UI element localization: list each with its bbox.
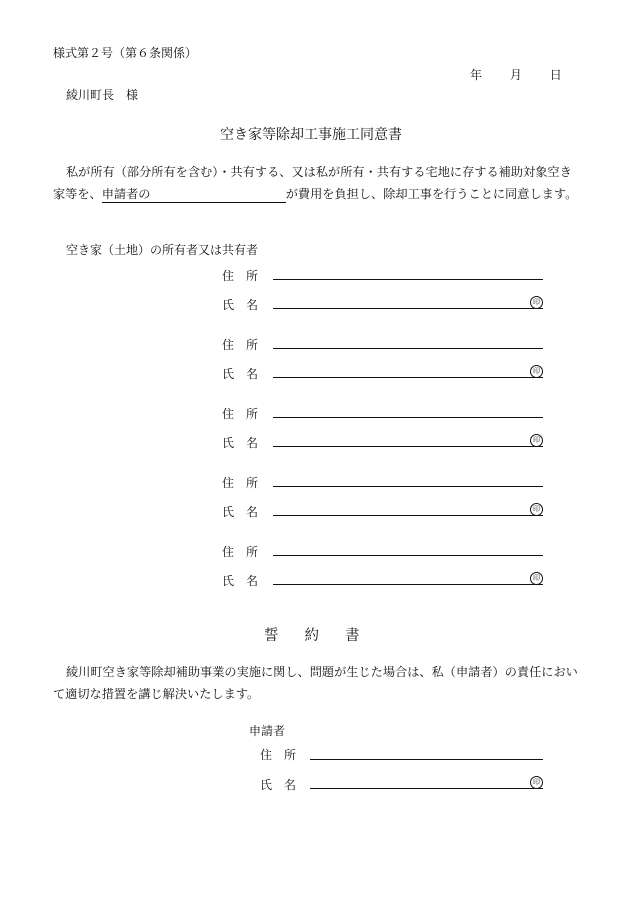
owner-2-name-field[interactable] bbox=[273, 377, 543, 378]
owner-1-address-field[interactable] bbox=[273, 279, 543, 280]
owner-5-name-label: 氏 名 bbox=[222, 574, 259, 588]
consent-title: 空き家等除却工事施工同意書 bbox=[220, 127, 402, 143]
owner-4-address-field[interactable] bbox=[273, 486, 543, 487]
owner-3-address-label: 住 所 bbox=[222, 407, 259, 421]
seal-mark: 印 bbox=[530, 434, 543, 447]
seal-mark: 印 bbox=[530, 503, 543, 516]
seal-mark: 印 bbox=[530, 572, 543, 585]
owner-2-address-label: 住 所 bbox=[222, 338, 259, 352]
applicant-heading: 申請者 bbox=[249, 724, 286, 738]
owner-5-address-field[interactable] bbox=[273, 555, 543, 556]
owner-3-address-field[interactable] bbox=[273, 417, 543, 418]
form-number: 様式第２号（第６条関係） bbox=[53, 46, 198, 60]
applicant-label: 申請者の bbox=[101, 187, 151, 201]
seal-mark: 印 bbox=[530, 296, 543, 309]
seal-mark: 印 bbox=[530, 365, 543, 378]
pledge-text-line1: 綾川町空き家等除却補助事業の実施に関し、問題が生じた場合は、私（申請者）の責任におい bbox=[66, 665, 578, 679]
date-month: 月 bbox=[509, 68, 522, 82]
date-line bbox=[470, 66, 562, 83]
owner-2-name-label: 氏 名 bbox=[222, 367, 259, 381]
seal-mark: 印 bbox=[530, 776, 543, 789]
owner-1-name-label: 氏 名 bbox=[222, 298, 259, 312]
consent-text-line1: 私が所有（部分所有を含む）・共有する、又は私が所有・共有する宅地に存する補助対象空き bbox=[66, 165, 572, 179]
date-year: 年 bbox=[470, 68, 483, 82]
date-day: 日 bbox=[549, 68, 562, 82]
consent-text-suffix: が費用を負担し、除却工事を行うことに同意します。 bbox=[285, 187, 578, 201]
applicant-name-field[interactable] bbox=[102, 185, 286, 203]
owner-3-name-label: 氏 名 bbox=[222, 436, 259, 450]
owner-5-address-label: 住 所 bbox=[222, 545, 259, 559]
owner-1-address-label: 住 所 bbox=[222, 269, 259, 283]
consent-text-line2 bbox=[53, 185, 577, 203]
owner-1-name-field[interactable] bbox=[273, 308, 543, 309]
owner-4-address-label: 住 所 bbox=[222, 476, 259, 490]
addressee: 綾川町長 様 bbox=[66, 88, 139, 102]
pledge-title: 誓 約 書 bbox=[264, 628, 360, 644]
applicant-name-label: 氏 名 bbox=[260, 778, 297, 792]
pledge-text-line2: て適切な措置を講じ解決いたします。 bbox=[53, 687, 260, 701]
applicant-address-field[interactable] bbox=[310, 759, 543, 760]
owner-4-name-label: 氏 名 bbox=[222, 505, 259, 519]
owner-3-name-field[interactable] bbox=[273, 446, 543, 447]
consent-text-prefix: 家等を、 bbox=[53, 187, 102, 201]
applicant-name-field-line[interactable] bbox=[310, 788, 543, 789]
owner-5-name-field[interactable] bbox=[273, 584, 543, 585]
applicant-address-label: 住 所 bbox=[260, 748, 297, 762]
owner-2-address-field[interactable] bbox=[273, 348, 543, 349]
owner-4-name-field[interactable] bbox=[273, 515, 543, 516]
owners-heading: 空き家（土地）の所有者又は共有者 bbox=[66, 243, 259, 257]
